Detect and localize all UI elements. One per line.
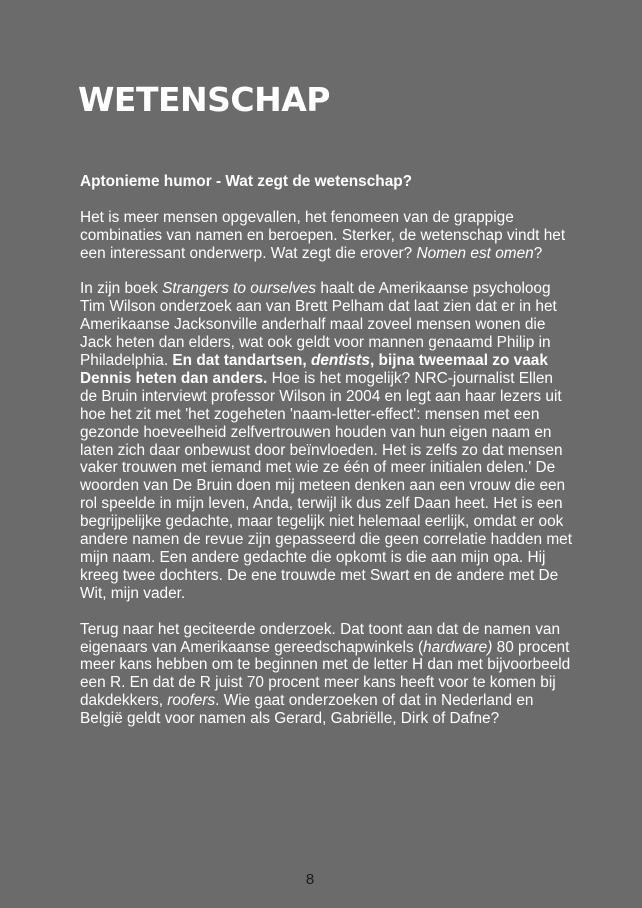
text-run-italic: roofers <box>167 692 216 710</box>
text-run-italic: Strangers to ourselves <box>162 280 317 298</box>
text-run-italic: Nomen est omen <box>416 244 534 262</box>
text-run: 80 procent meer kans hebben om te beginnen met de letter H dan met bijvoorbeeld een R. En dat de R juist 70 procent meer kans heeft voor te komen bij dakdekkers, <box>80 638 571 710</box>
text-run: haalt de Amerikaanse psycholoog Tim Wilson onderzoek aan van Brett Pelham dat laat zien dat er in het Amerikaanse Jacksonville anderhalf maal zoveel mensen wonen die Jack heten dan elders, wat ook geldt voor mannen genaamd Philip in Philadelphia. <box>80 280 557 370</box>
article-title: Aptonieme humor - Wat zegt de wetenschap? <box>80 173 413 190</box>
text-run: Het is meer mensen opgevallen, het fenomeen van de grappige combinaties van namen en beroepen. Sterker, de wetenschap vindt het een interessant onderwerp. Wat zegt die erover? <box>80 208 566 262</box>
text-run: Hoe is het mogelijk? NRC-journalist Ellen de Bruin interviewt professor Wilson in 2004 en legt aan haar lezers uit hoe het zit met 'het zogeheten 'naam-letter-effect': mensen met een gezonde hoeveelheid zelfvertrouwen houden van hun eigen naam en laten zich daar onbewust door beïnvloeden. Het is zelfs zo dat mensen vaker trouwen met iemand met wie ze één of meer initialen delen.' De woorden van De Bruin doen mij meteen denken aan een vrouw die een rol speelde in mijn leven, Anda, terwijl ik dus zelf Daan heet. Het is een begrijpelijke gedachte, maar tegelijk niet helemaal eerlijk, omdat er ook andere namen de revue zijn gepasseerd die geen correlatie hadden met mijn naam. Een andere gedachte die opkomt is die aan mijn opa. Hij kreeg twee dochters. De ene trouwde met Swart en de andere met De Wit, mijn vader. <box>80 369 572 602</box>
text-run: . Wie gaat onderzoeken of dat in Nederland en België geldt voor namen als Gerard, Gabriëlle, Dirk of Dafne? <box>80 692 534 728</box>
text-run-bold: En dat tandartsen, <box>172 352 311 370</box>
article-body <box>80 173 572 746</box>
paragraph-hardware <box>80 621 572 728</box>
page-number: 8 <box>305 871 315 888</box>
text-run-bold-italic <box>311 352 370 369</box>
text-run-bold-italic-inner: dentists <box>310 352 370 370</box>
text-run: Terug naar het geciteerde onderzoek. Dat toont aan dat de namen van eigenaars van Amerikaanse gereedschapwinkels ( <box>80 620 561 656</box>
paragraph-intro <box>80 209 572 263</box>
text-run-italic: hardware) <box>423 638 493 656</box>
text-run-bold: , bijna tweemaal zo vaak Dennis heten dan anders. <box>80 352 548 387</box>
text-run: In zijn boek <box>80 280 163 298</box>
section-title: WETENSCHAP <box>78 80 330 119</box>
text-run: ? <box>533 244 543 262</box>
paragraph-research <box>80 280 572 602</box>
